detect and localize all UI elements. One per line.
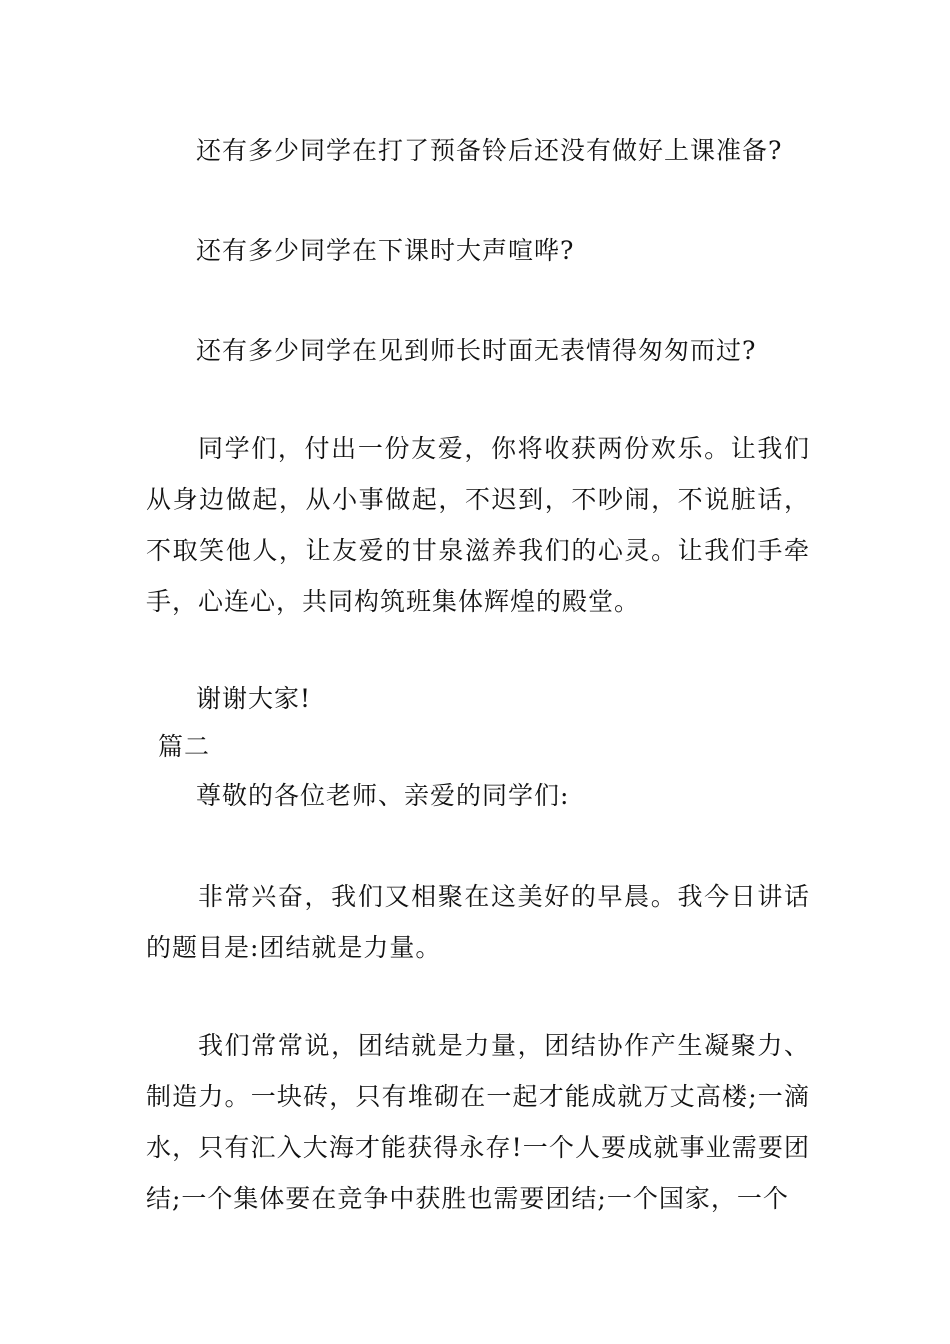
section-title: 篇二 bbox=[158, 732, 211, 761]
thanks-line: 谢谢大家! bbox=[196, 684, 312, 713]
body-paragraph: 我们常常说，团结就是力量，团结协作产生凝聚力、制造力。一块砖，只有堆砌在一起才能成就万丈高楼;一滴水，只有汇入大海才能获得永存!一个人要成就事业需要团结;一个集体要在竞争中获胜也需要团结;一个国家，一个 bbox=[146, 1031, 810, 1213]
question-line-2: 还有多少同学在下课时大声喧哗? bbox=[196, 236, 575, 265]
closing-paragraph: 同学们，付出一份友爱，你将收获两份欢乐。让我们从身边做起，从小事做起，不迟到，不吵闹，不说脏话，不取笑他人，让友爱的甘泉滋养我们的心灵。让我们手牵手，心连心，共同构筑班集体辉煌的殿堂。 bbox=[146, 434, 810, 616]
salutation-line: 尊敬的各位老师、亲爱的同学们: bbox=[196, 781, 570, 810]
question-line-1: 还有多少同学在打了预备铃后还没有做好上课准备? bbox=[196, 136, 783, 165]
question-line-3: 还有多少同学在见到师长时面无表情得匆匆而过? bbox=[196, 336, 757, 365]
intro-paragraph: 非常兴奋，我们又相聚在这美好的早晨。我今日讲话的题目是:团结就是力量。 bbox=[146, 882, 810, 962]
